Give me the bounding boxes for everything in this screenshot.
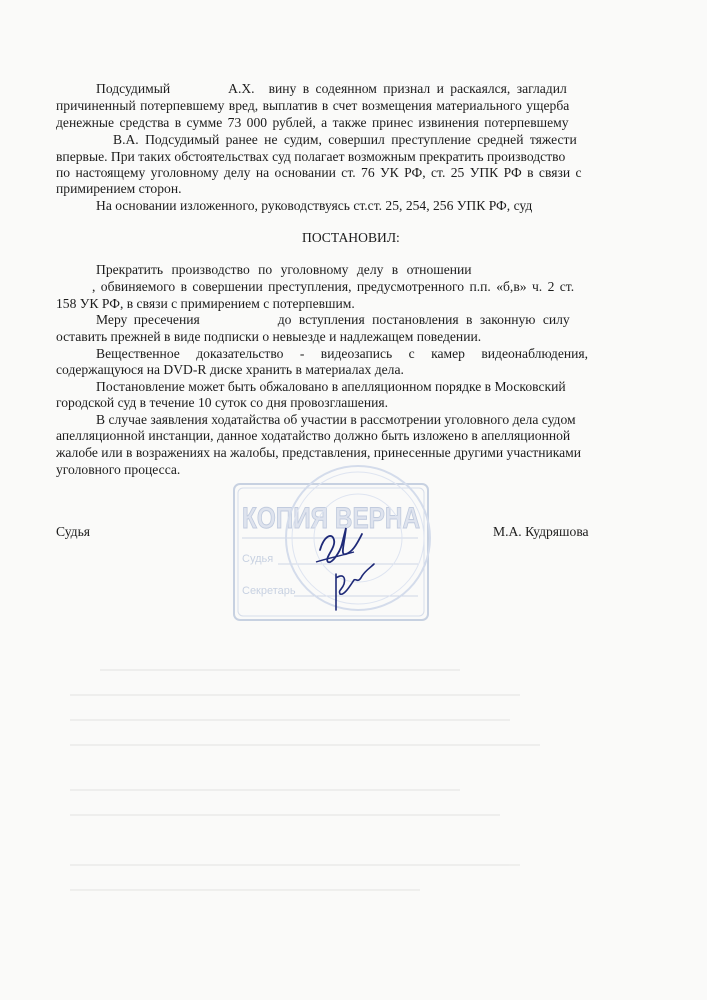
para7-line1-text: В случае заявления ходатайства об участии в рассмотрении уголовного дела судом	[96, 412, 576, 427]
para1-line5-text: впервые. При таких обстоятельствах суд полагает возможным прекратить производство	[56, 149, 566, 164]
stamp-judge-label: Судья	[242, 553, 274, 565]
para6-line1	[96, 378, 611, 395]
para7-line2-text: апелляционной инстанции, данное ходатайство должно быть изложено в апелляционной	[56, 428, 571, 443]
heading-text: ПОСТАНОВИЛ:	[302, 230, 400, 245]
para1-line6	[56, 164, 611, 181]
para3-line1	[96, 261, 472, 278]
preventive-measure-label: Меру пресечения	[96, 312, 200, 327]
judge-name	[493, 523, 589, 540]
para6-line2	[56, 394, 388, 411]
para4-line1-text: до вступления постановления в законную силу	[277, 312, 570, 327]
para7-line2	[56, 427, 611, 444]
para1-line7-text: примирением сторон.	[56, 181, 182, 196]
stamp-secretary-label: Секретарь	[242, 585, 296, 597]
para7-line1	[96, 411, 611, 428]
para1-line4	[113, 131, 611, 148]
para1-line2	[56, 97, 611, 114]
para1-line6-text: по настоящему уголовному делу на основании ст. 76 УК РФ, ст. 25 УПК РФ в связи с	[56, 165, 582, 180]
para5-line2	[56, 361, 404, 378]
para6-line2-text: городской суд в течение 10 суток со дня провозглашения.	[56, 395, 389, 410]
para4-line2	[56, 328, 481, 345]
para5-line2-text: содержащуюся на DVD-R диске хранить в материалах дела.	[56, 362, 404, 377]
para3-line3-text: 158 УК РФ, в связи с примирением с потерпевшим.	[56, 296, 355, 311]
stamp-main-text: КОПИЯ ВЕРНА	[242, 502, 420, 535]
para1-line1	[96, 80, 611, 97]
para5-line1	[96, 345, 611, 362]
copy-certified-stamp	[228, 466, 433, 626]
bleed-through-texture	[40, 650, 600, 930]
para6-line1-text: Постановление может быть обжаловано в апелляционном порядке в Московский	[96, 379, 566, 394]
para3-line1-text: Прекратить производство по уголовному делу в отношении	[96, 262, 472, 277]
para7-line3-text: жалобе или в возражениях на жалобы, представления, принесенные другими участниками	[56, 445, 582, 460]
para7-line4-text: уголовного процесса.	[56, 462, 181, 477]
para4-line2-text: оставить прежней в виде подписки о невыезде и надлежащем поведении.	[56, 329, 482, 344]
para1-line2-text: причиненный потерпевшему вред, выплатив в счет возмещения материального ущерба	[56, 98, 570, 113]
para1-line3	[56, 114, 611, 131]
para2-text: На основании изложенного, руководствуясь ст.ст. 25, 254, 256 УПК РФ, суд	[96, 198, 533, 213]
para2-line1	[96, 197, 532, 214]
defendant-label: Подсудимый	[96, 81, 171, 96]
para1-line3-text: денежные средства в сумме 73 000 рублей, а также принес извинения потерпевшему	[56, 115, 569, 130]
para4-line1	[96, 311, 611, 328]
para7-line3	[56, 444, 611, 461]
judge-role-label	[56, 523, 90, 540]
para3-line3	[56, 295, 355, 312]
para1-line4-text: В.А. Подсудимый ранее не судим, совершил преступление средней тяжести	[113, 132, 577, 147]
para1-line1-text: вину в содеянном признал и раскаялся, загладил	[268, 81, 567, 96]
para5-line1-text: Вещественное доказательство - видеозапись с камер видеонаблюдения,	[96, 346, 589, 361]
para3-line2-text: , обвиняемого в совершении преступления, предусмотренного п.п. «б,в» ч. 2 ст.	[92, 279, 575, 294]
para3-line2	[92, 278, 611, 295]
para1-line5	[56, 148, 611, 165]
resolution-heading	[302, 229, 400, 246]
para1-line7	[56, 180, 182, 197]
judge-role-text: Судья	[56, 524, 91, 539]
para7-line4	[56, 461, 180, 478]
defendant-initials: А.Х.	[228, 81, 255, 96]
judge-name-text: М.А. Кудряшова	[493, 524, 589, 539]
